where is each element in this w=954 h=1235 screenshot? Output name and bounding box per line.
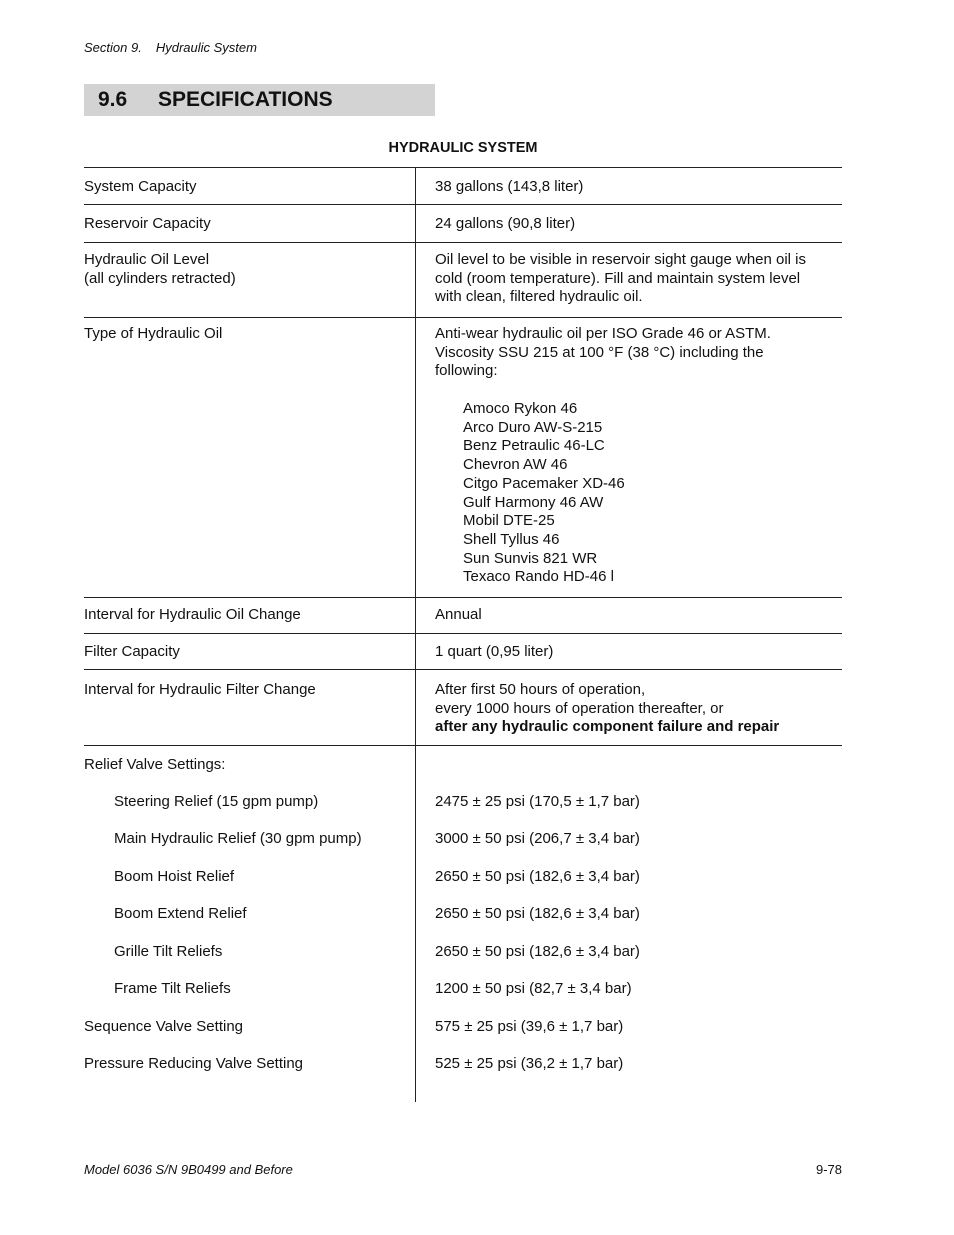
oil-level-value: [435, 251, 806, 307]
relief-item-label: Boom Hoist Relief: [114, 868, 235, 885]
table-rule: [84, 597, 842, 598]
relief-item-value: 2650 ± 50 psi (182,6 ± 3,4 bar): [435, 943, 640, 960]
pressure-reducing-value: 525 ± 25 psi (36,2 ± 1,7 bar): [435, 1055, 624, 1072]
oil-list-item: Chevron AW 46: [463, 456, 568, 474]
oil-change-label: Interval for Hydraulic Oil Change: [84, 606, 301, 623]
reservoir-capacity-value: 24 gallons (90,8 liter): [435, 215, 576, 232]
header-section: Section 9.: [84, 40, 142, 55]
oil-change-value: Annual: [435, 606, 482, 623]
filter-change-value-line: every 1000 hours of operation thereafter, or: [435, 699, 724, 717]
oil-level-label-line: (all cylinders retracted): [84, 269, 236, 287]
pressure-reducing-label: Pressure Reducing Valve Setting: [84, 1055, 304, 1072]
relief-item-label: Steering Relief (15 gpm pump): [114, 793, 319, 810]
oil-list-item: Amoco Rykon 46: [463, 400, 578, 417]
oil-type-label: Type of Hydraulic Oil: [84, 325, 223, 342]
oil-level-label-line: Hydraulic Oil Level: [84, 251, 210, 268]
relief-item-value: 2475 ± 25 psi (170,5 ± 1,7 bar): [435, 793, 640, 810]
relief-item-label: Frame Tilt Reliefs: [114, 980, 231, 997]
relief-item-value: 2650 ± 50 psi (182,6 ± 3,4 bar): [435, 905, 640, 922]
oil-type-value-line: Viscosity SSU 215 at 100 °F (38 °C) including the: [435, 343, 764, 361]
reservoir-capacity-label: Reservoir Capacity: [84, 215, 211, 232]
oil-type-value-line: Anti-wear hydraulic oil per ISO Grade 46 or ASTM.: [435, 325, 771, 342]
oil-level-label: [84, 251, 236, 288]
footer-model: Model 6036 S/N 9B0499 and Before: [84, 1162, 293, 1177]
oil-list-item: Shell Tyllus 46: [463, 530, 560, 548]
approved-oil-list: [463, 400, 625, 587]
filter-capacity-value: 1 quart (0,95 liter): [435, 643, 554, 660]
oil-list-item: Texaco Rando HD-46 l: [463, 568, 614, 586]
oil-list-item: Benz Petraulic 46-LC: [463, 437, 605, 455]
relief-item-label: Boom Extend Relief: [114, 905, 247, 922]
relief-valve-settings-label: Relief Valve Settings:: [84, 756, 226, 773]
table-rule: [84, 204, 842, 205]
table-rule: [84, 633, 842, 634]
oil-list-item: Sun Sunvis 821 WR: [463, 549, 598, 567]
table-rule: [84, 669, 842, 670]
section-title: SPECIFICATIONS: [158, 88, 333, 111]
oil-level-value-line: with clean, filtered hydraulic oil.: [435, 288, 643, 306]
filter-change-value-line-bold: after any hydraulic component failure and repair: [435, 718, 780, 736]
sequence-valve-label: Sequence Valve Setting: [84, 1018, 244, 1035]
oil-list-item: Gulf Harmony 46 AW: [463, 493, 604, 511]
sequence-valve-value: 575 ± 25 psi (39,6 ± 1,7 bar): [435, 1018, 624, 1035]
section-number: 9.6: [98, 88, 128, 111]
running-header: [84, 40, 257, 55]
oil-level-value-line: cold (room temperature). Fill and maintain system level: [435, 269, 801, 287]
table-rule: [84, 745, 842, 746]
oil-type-value-line: following:: [435, 362, 498, 380]
oil-level-value-line: Oil level to be visible in reservoir sight gauge when oil is: [435, 251, 807, 268]
table-rule: [84, 242, 842, 243]
system-capacity-value: 38 gallons (143,8 liter): [435, 178, 584, 195]
filter-change-value-line: After first 50 hours of operation,: [435, 681, 646, 698]
filter-change-value: [435, 681, 779, 737]
relief-item-label: Main Hydraulic Relief (30 gpm pump): [114, 830, 362, 847]
oil-list-item: Citgo Pacemaker XD-46: [463, 474, 625, 492]
oil-list-item: Arco Duro AW-S-215: [463, 418, 603, 436]
table-rule-top: [84, 167, 842, 168]
filter-change-label: Interval for Hydraulic Filter Change: [84, 681, 316, 698]
oil-type-value: [435, 325, 771, 381]
table-title: HYDRAULIC SYSTEM: [388, 140, 538, 156]
table-rule: [84, 317, 842, 318]
system-capacity-label: System Capacity: [84, 178, 197, 195]
relief-item-value: 3000 ± 50 psi (206,7 ± 3,4 bar): [435, 830, 640, 847]
page-number: 9-78: [815, 1162, 842, 1177]
header-section-title: Hydraulic System: [155, 40, 257, 55]
filter-capacity-label: Filter Capacity: [84, 643, 180, 660]
relief-item-label: Grille Tilt Reliefs: [114, 943, 223, 960]
relief-item-value: 1200 ± 50 psi (82,7 ± 3,4 bar): [435, 980, 632, 997]
relief-item-value: 2650 ± 50 psi (182,6 ± 3,4 bar): [435, 868, 640, 885]
table-column-divider: [415, 168, 416, 1102]
oil-list-item: Mobil DTE-25: [463, 512, 555, 530]
